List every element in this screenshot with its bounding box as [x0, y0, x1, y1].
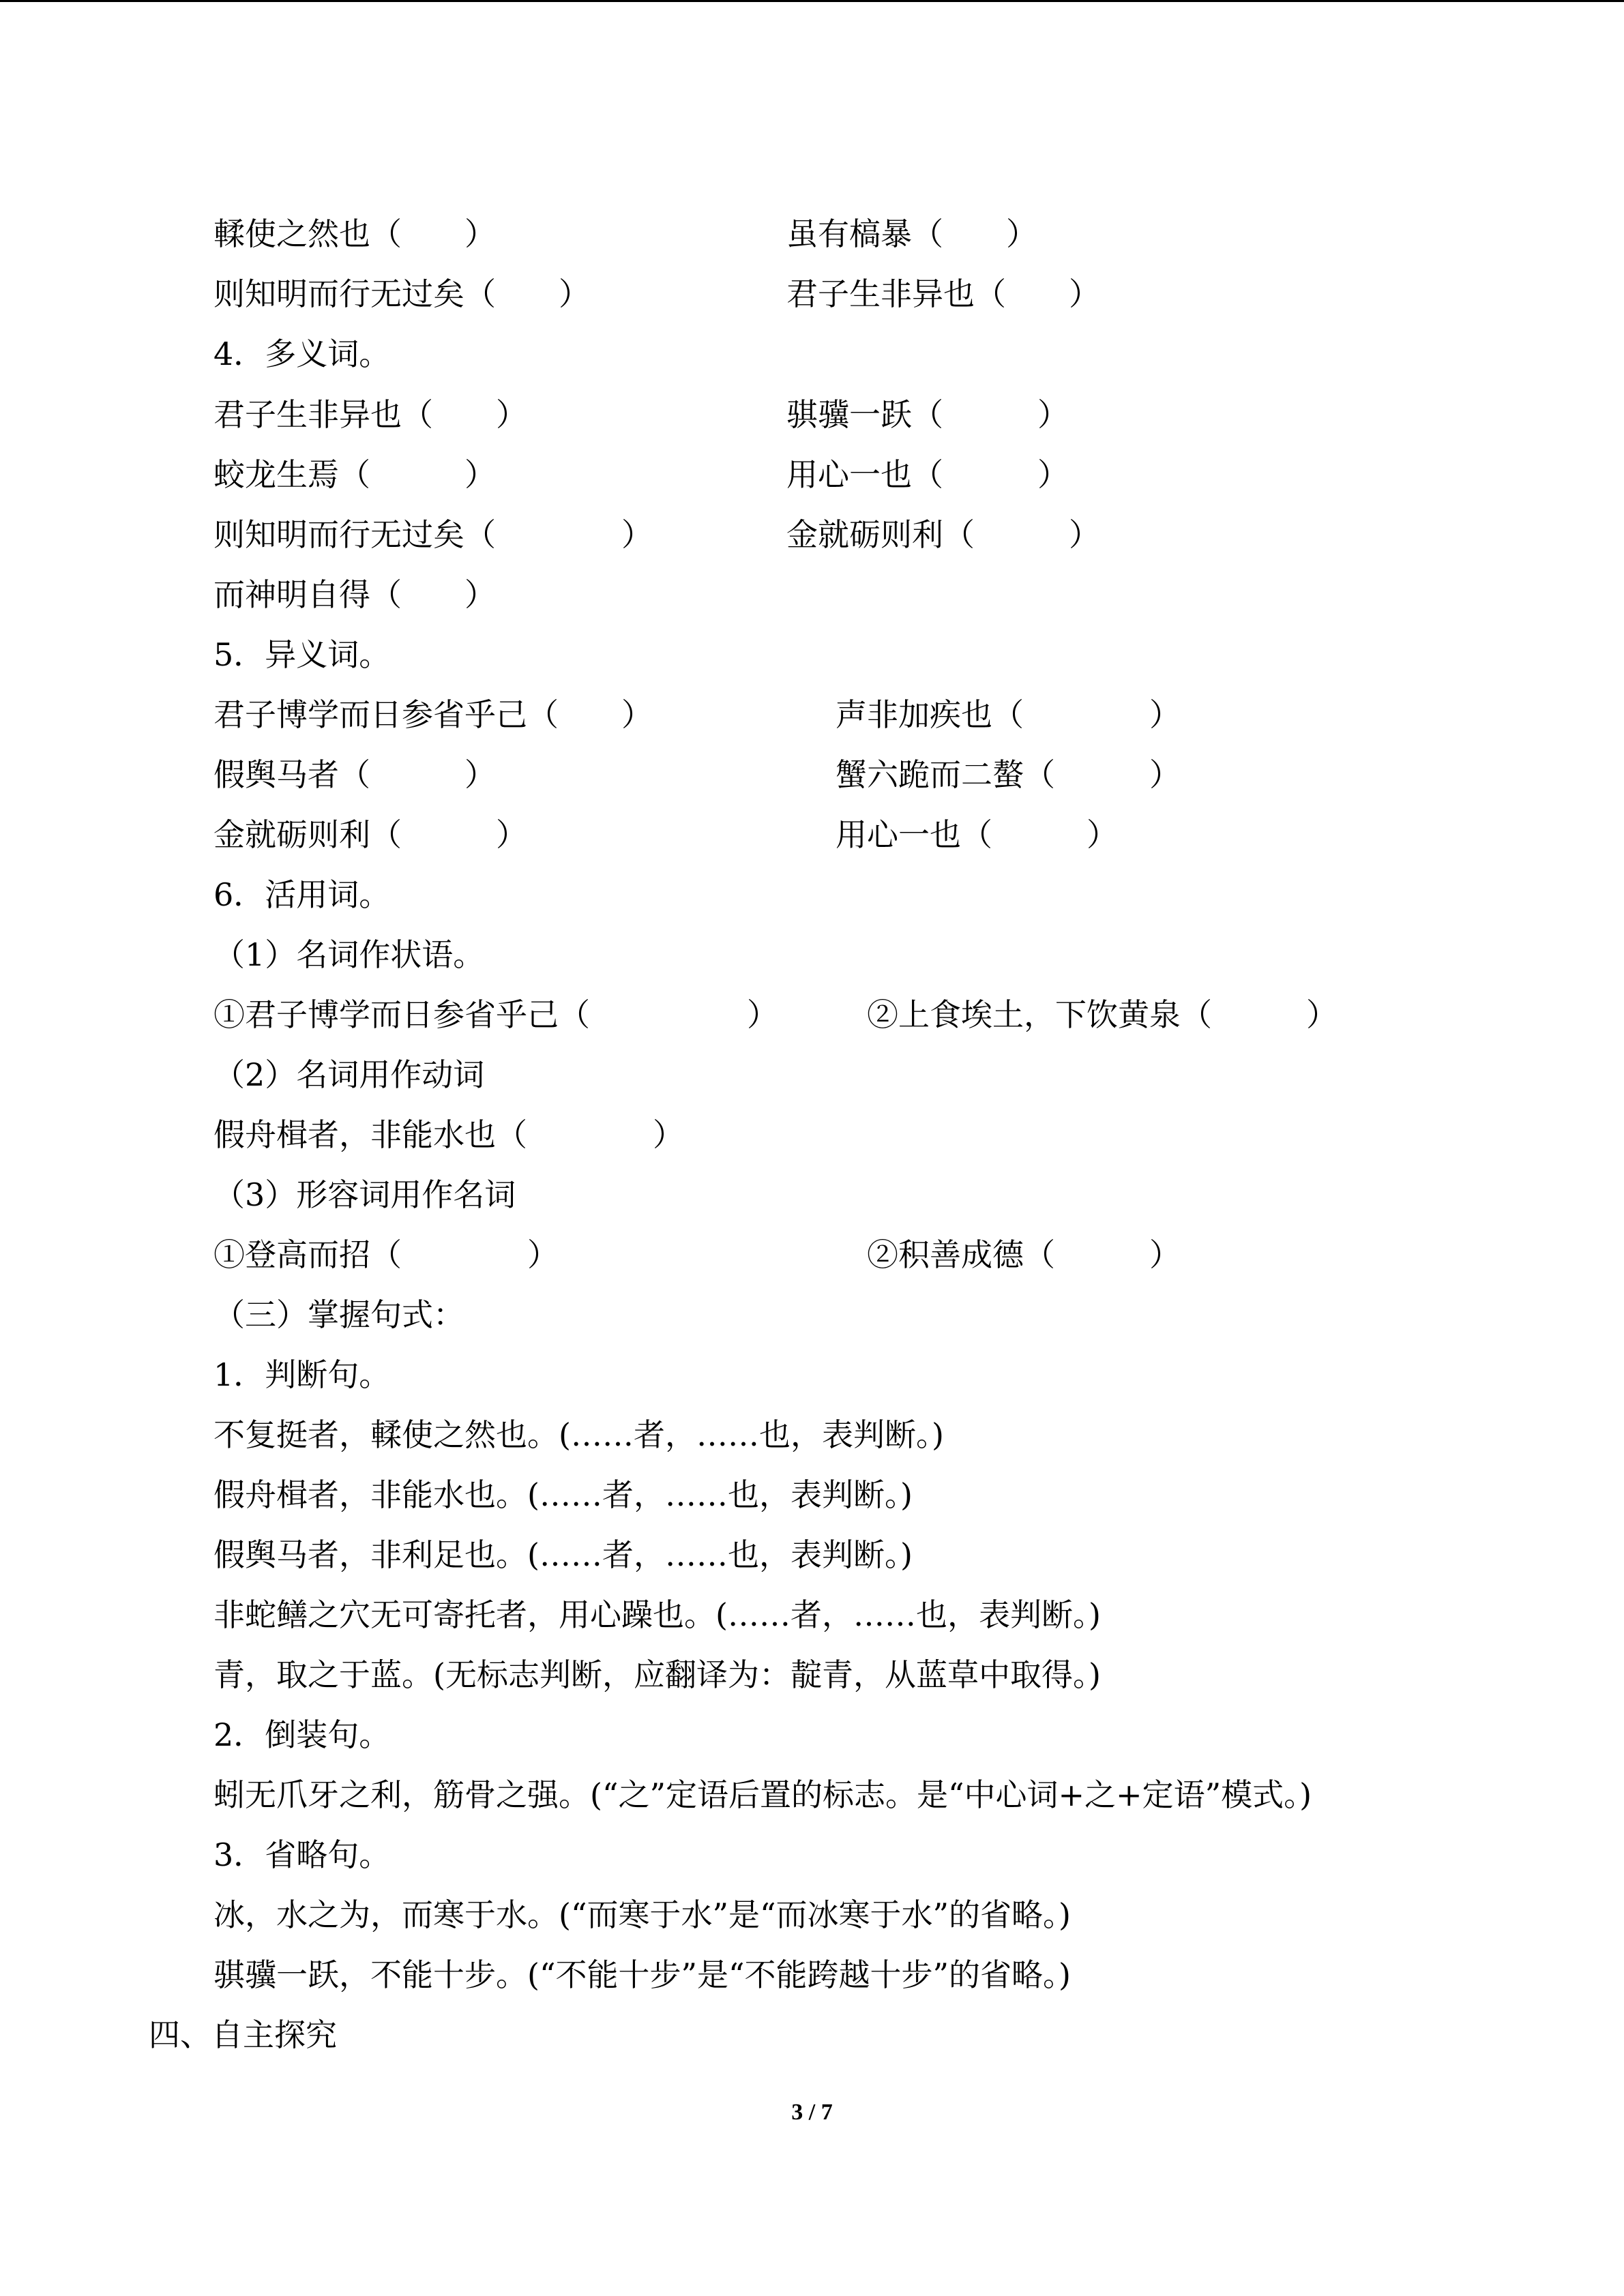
page-number: 3 / 7 — [791, 2100, 833, 2125]
diff-item-4: 蟹六跪而二螯（ ） — [836, 756, 1181, 793]
top-border-line — [0, 0, 1624, 2]
flex-item-3: 假舟楫者，非能水也（ ） — [213, 1116, 684, 1153]
elliptical-line-2: 骐骥一跃，不能十步。(“不能十步”是“不能跨越十步”的省略。) — [213, 1956, 1071, 1993]
polysemy-item-6: 金就砺则利（ ） — [786, 516, 1100, 553]
diff-item-6: 用心一也（ ） — [836, 816, 1118, 853]
item-rou-shi: 輮使之然也（ ） — [213, 215, 496, 252]
item-ze-zhi-ming: 则知明而行无过矣（ ） — [213, 275, 590, 312]
heading-different-meaning: 5．异义词。 — [213, 636, 391, 673]
heading-judgment-sentence: 1．判断句。 — [213, 1356, 391, 1393]
section-heading-self-inquiry: 四、自主探究 — [149, 2016, 337, 2053]
flex-item-4: ①登高而招（ ） — [213, 1236, 559, 1273]
flex-item-1: ①君子博学而日参省乎己（ ） — [213, 996, 778, 1033]
polysemy-item-7: 而神明自得（ ） — [213, 576, 496, 613]
diff-item-2: 声非加疾也（ ） — [836, 696, 1181, 733]
judgment-line-2: 假舟楫者，非能水也。(……者，……也，表判断。) — [213, 1476, 913, 1513]
polysemy-item-2: 骐骥一跃（ ） — [786, 396, 1069, 433]
heading-inverted-sentence: 2．倒装句。 — [213, 1716, 391, 1753]
subheading-noun-adverbial: （1）名词作状语。 — [213, 936, 485, 973]
polysemy-item-5: 则知明而行无过矣（ ） — [213, 516, 653, 553]
judgment-line-3: 假舆马者，非利足也。(……者，……也，表判断。) — [213, 1536, 913, 1573]
polysemy-item-1: 君子生非异也（ ） — [213, 396, 527, 433]
subheading-adj-noun: （3）形容词用作名词 — [213, 1176, 516, 1213]
heading-elliptical-sentence: 3．省略句。 — [213, 1836, 391, 1873]
judgment-line-1: 不复挺者，輮使之然也。(……者，……也，表判断。) — [213, 1416, 944, 1453]
heading-flexible-use: 6．活用词。 — [213, 876, 391, 913]
diff-item-3: 假舆马者（ ） — [213, 756, 496, 793]
heading-polysemy: 4．多义词。 — [213, 336, 391, 372]
item-sui-you: 虽有槁暴（ ） — [786, 215, 1037, 252]
diff-item-5: 金就砺则利（ ） — [213, 816, 527, 853]
polysemy-item-4: 用心一也（ ） — [786, 456, 1069, 493]
diff-item-1: 君子博学而日参省乎己（ ） — [213, 696, 653, 733]
judgment-line-4: 非蛇鳝之穴无可寄托者，用心躁也。(……者，……也，表判断。) — [213, 1596, 1101, 1633]
polysemy-item-3: 蛟龙生焉（ ） — [213, 456, 496, 493]
flex-item-2: ②上食埃土，下饮黄泉（ ） — [867, 996, 1338, 1033]
judgment-line-5: 青，取之于蓝。(无标志判断，应翻译为：靛青，从蓝草中取得。) — [213, 1656, 1101, 1693]
item-jun-zi-sheng: 君子生非异也（ ） — [786, 275, 1100, 312]
heading-sentence-patterns: （三）掌握句式： — [213, 1296, 464, 1333]
inverted-line-1: 蚓无爪牙之利，筋骨之强。(“之”定语后置的标志。是“中心词+之+定语”模式。) — [213, 1776, 1312, 1813]
elliptical-line-1: 冰，水之为，而寒于水。(“而寒于水”是“而冰寒于水”的省略。) — [213, 1896, 1071, 1933]
flex-item-5: ②积善成德（ ） — [867, 1236, 1181, 1273]
subheading-noun-verb: （2）名词用作动词 — [213, 1056, 485, 1093]
